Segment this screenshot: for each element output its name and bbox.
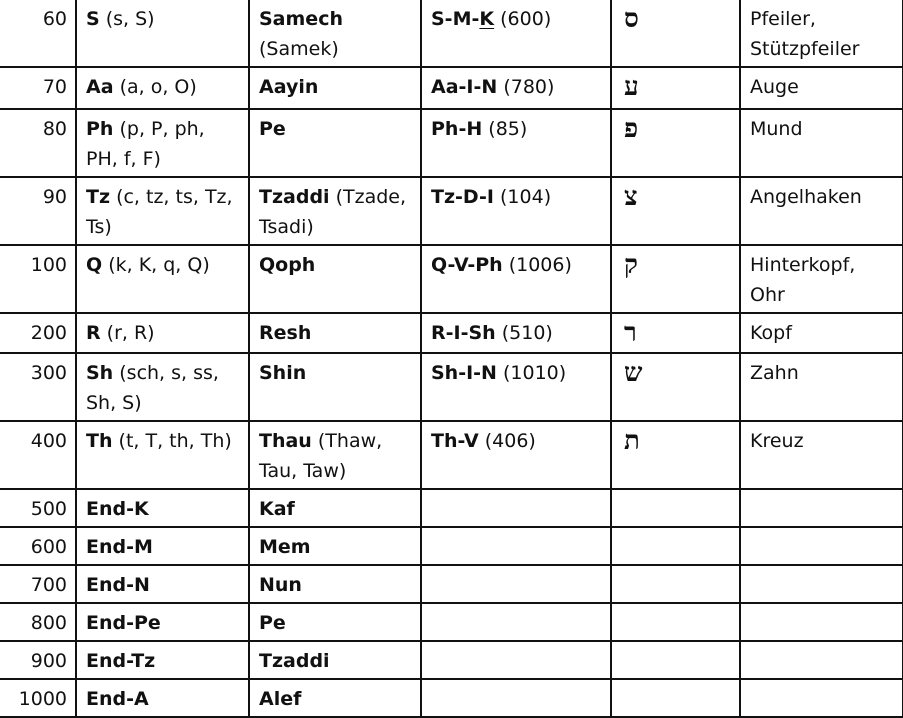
meaning-cell: Hinterkopf, Ohr — [740, 245, 903, 313]
numeric-value-cell: 90 — [0, 177, 76, 245]
spelling-cell: R-I-Sh (510) — [421, 313, 611, 353]
hebrew-glyph-cell — [611, 679, 740, 717]
latin-transliteration-cell: End-N — [76, 565, 249, 603]
latin-transliteration-cell: End-M — [76, 527, 249, 565]
hebrew-glyph-cell — [611, 565, 740, 603]
latin-transliteration-cell: Ph (p, P, ph, PH, f, F) — [76, 109, 249, 177]
spelling-cell — [421, 527, 611, 565]
hebrew-glyph-cell: פ — [611, 109, 740, 177]
numeric-value-cell: 700 — [0, 565, 76, 603]
numeric-value-cell: 500 — [0, 489, 76, 527]
latin-transliteration-cell: Th (t, T, th, Th) — [76, 421, 249, 489]
latin-transliteration-cell: S (s, S) — [76, 0, 249, 67]
table-row — [0, 527, 903, 565]
spelling-cell: Ph-H (85) — [421, 109, 611, 177]
letter-name-cell: Alef — [249, 679, 421, 717]
meaning-cell — [740, 679, 903, 717]
latin-transliteration-cell: Tz (c, tz, ts, Tz, Ts) — [76, 177, 249, 245]
latin-transliteration-cell: End-Tz — [76, 641, 249, 679]
letter-name-cell: Pe — [249, 603, 421, 641]
hebrew-glyph-cell — [611, 489, 740, 527]
letter-name-cell: Nun — [249, 565, 421, 603]
latin-transliteration-cell: End-Pe — [76, 603, 249, 641]
table-row — [0, 67, 903, 109]
spelling-cell — [421, 565, 611, 603]
latin-transliteration-cell: End-K — [76, 489, 249, 527]
meaning-cell: Angelhaken — [740, 177, 903, 245]
meaning-cell: Zahn — [740, 353, 903, 421]
spelling-cell — [421, 489, 611, 527]
numeric-value-cell: 80 — [0, 109, 76, 177]
table-row — [0, 109, 903, 177]
meaning-cell — [740, 641, 903, 679]
table-row — [0, 177, 903, 245]
numeric-value-cell: 200 — [0, 313, 76, 353]
letter-name-cell: Aayin — [249, 67, 421, 109]
letter-name-cell: Kaf — [249, 489, 421, 527]
hebrew-glyph-cell: ס — [611, 0, 740, 67]
table-row — [0, 679, 903, 717]
spelling-cell: Aa-I-N (780) — [421, 67, 611, 109]
spelling-cell — [421, 641, 611, 679]
numeric-value-cell: 70 — [0, 67, 76, 109]
hebrew-glyph-cell — [611, 641, 740, 679]
latin-transliteration-cell: Q (k, K, q, Q) — [76, 245, 249, 313]
spelling-cell: Tz-D-I (104) — [421, 177, 611, 245]
numeric-value-cell: 600 — [0, 527, 76, 565]
latin-transliteration-cell: Aa (a, o, O) — [76, 67, 249, 109]
hebrew-glyph-cell: צ — [611, 177, 740, 245]
numeric-value-cell: 100 — [0, 245, 76, 313]
latin-transliteration-cell: Sh (sch, s, ss, Sh, S) — [76, 353, 249, 421]
letter-name-cell: Shin — [249, 353, 421, 421]
meaning-cell — [740, 603, 903, 641]
hebrew-glyph-cell: ת — [611, 421, 740, 489]
table-row — [0, 313, 903, 353]
latin-transliteration-cell: R (r, R) — [76, 313, 249, 353]
meaning-cell — [740, 527, 903, 565]
hebrew-glyph-cell: ק — [611, 245, 740, 313]
letter-name-cell: Samech (Samek) — [249, 0, 421, 67]
hebrew-glyph-cell: ע — [611, 67, 740, 109]
table-row — [0, 353, 903, 421]
latin-transliteration-cell: End-A — [76, 679, 249, 717]
spelling-cell: S-M-K (600) — [421, 0, 611, 67]
numeric-value-cell: 60 — [0, 0, 76, 67]
numeric-value-cell: 900 — [0, 641, 76, 679]
numeric-value-cell: 400 — [0, 421, 76, 489]
table-row — [0, 565, 903, 603]
numeric-value-cell: 1000 — [0, 679, 76, 717]
spelling-cell: Th-V (406) — [421, 421, 611, 489]
meaning-cell: Kreuz — [740, 421, 903, 489]
table-row — [0, 245, 903, 313]
hebrew-glyph-cell — [611, 603, 740, 641]
table-row — [0, 421, 903, 489]
letter-name-cell: Resh — [249, 313, 421, 353]
meaning-cell: Pfeiler, Stützpfeiler — [740, 0, 903, 67]
letter-name-cell: Qoph — [249, 245, 421, 313]
letter-name-cell: Mem — [249, 527, 421, 565]
meaning-cell: Auge — [740, 67, 903, 109]
table-row — [0, 641, 903, 679]
hebrew-glyph-cell: ר — [611, 313, 740, 353]
spelling-cell: Q-V-Ph (1006) — [421, 245, 611, 313]
letter-name-cell: Tzaddi (Tzade, Tsadi) — [249, 177, 421, 245]
letter-name-cell: Pe — [249, 109, 421, 177]
table-row — [0, 489, 903, 527]
letter-name-cell: Thau (Thaw, Tau, Taw) — [249, 421, 421, 489]
spelling-cell: Sh-I-N (1010) — [421, 353, 611, 421]
spelling-cell — [421, 679, 611, 717]
numeric-value-cell: 300 — [0, 353, 76, 421]
hebrew-glyph-cell — [611, 527, 740, 565]
hebrew-glyph-cell: ש — [611, 353, 740, 421]
meaning-cell — [740, 565, 903, 603]
meaning-cell: Mund — [740, 109, 903, 177]
numeric-value-cell: 800 — [0, 603, 76, 641]
spelling-cell — [421, 603, 611, 641]
table-row — [0, 0, 903, 67]
letter-name-cell: Tzaddi — [249, 641, 421, 679]
meaning-cell: Kopf — [740, 313, 903, 353]
meaning-cell — [740, 489, 903, 527]
table-row — [0, 603, 903, 641]
